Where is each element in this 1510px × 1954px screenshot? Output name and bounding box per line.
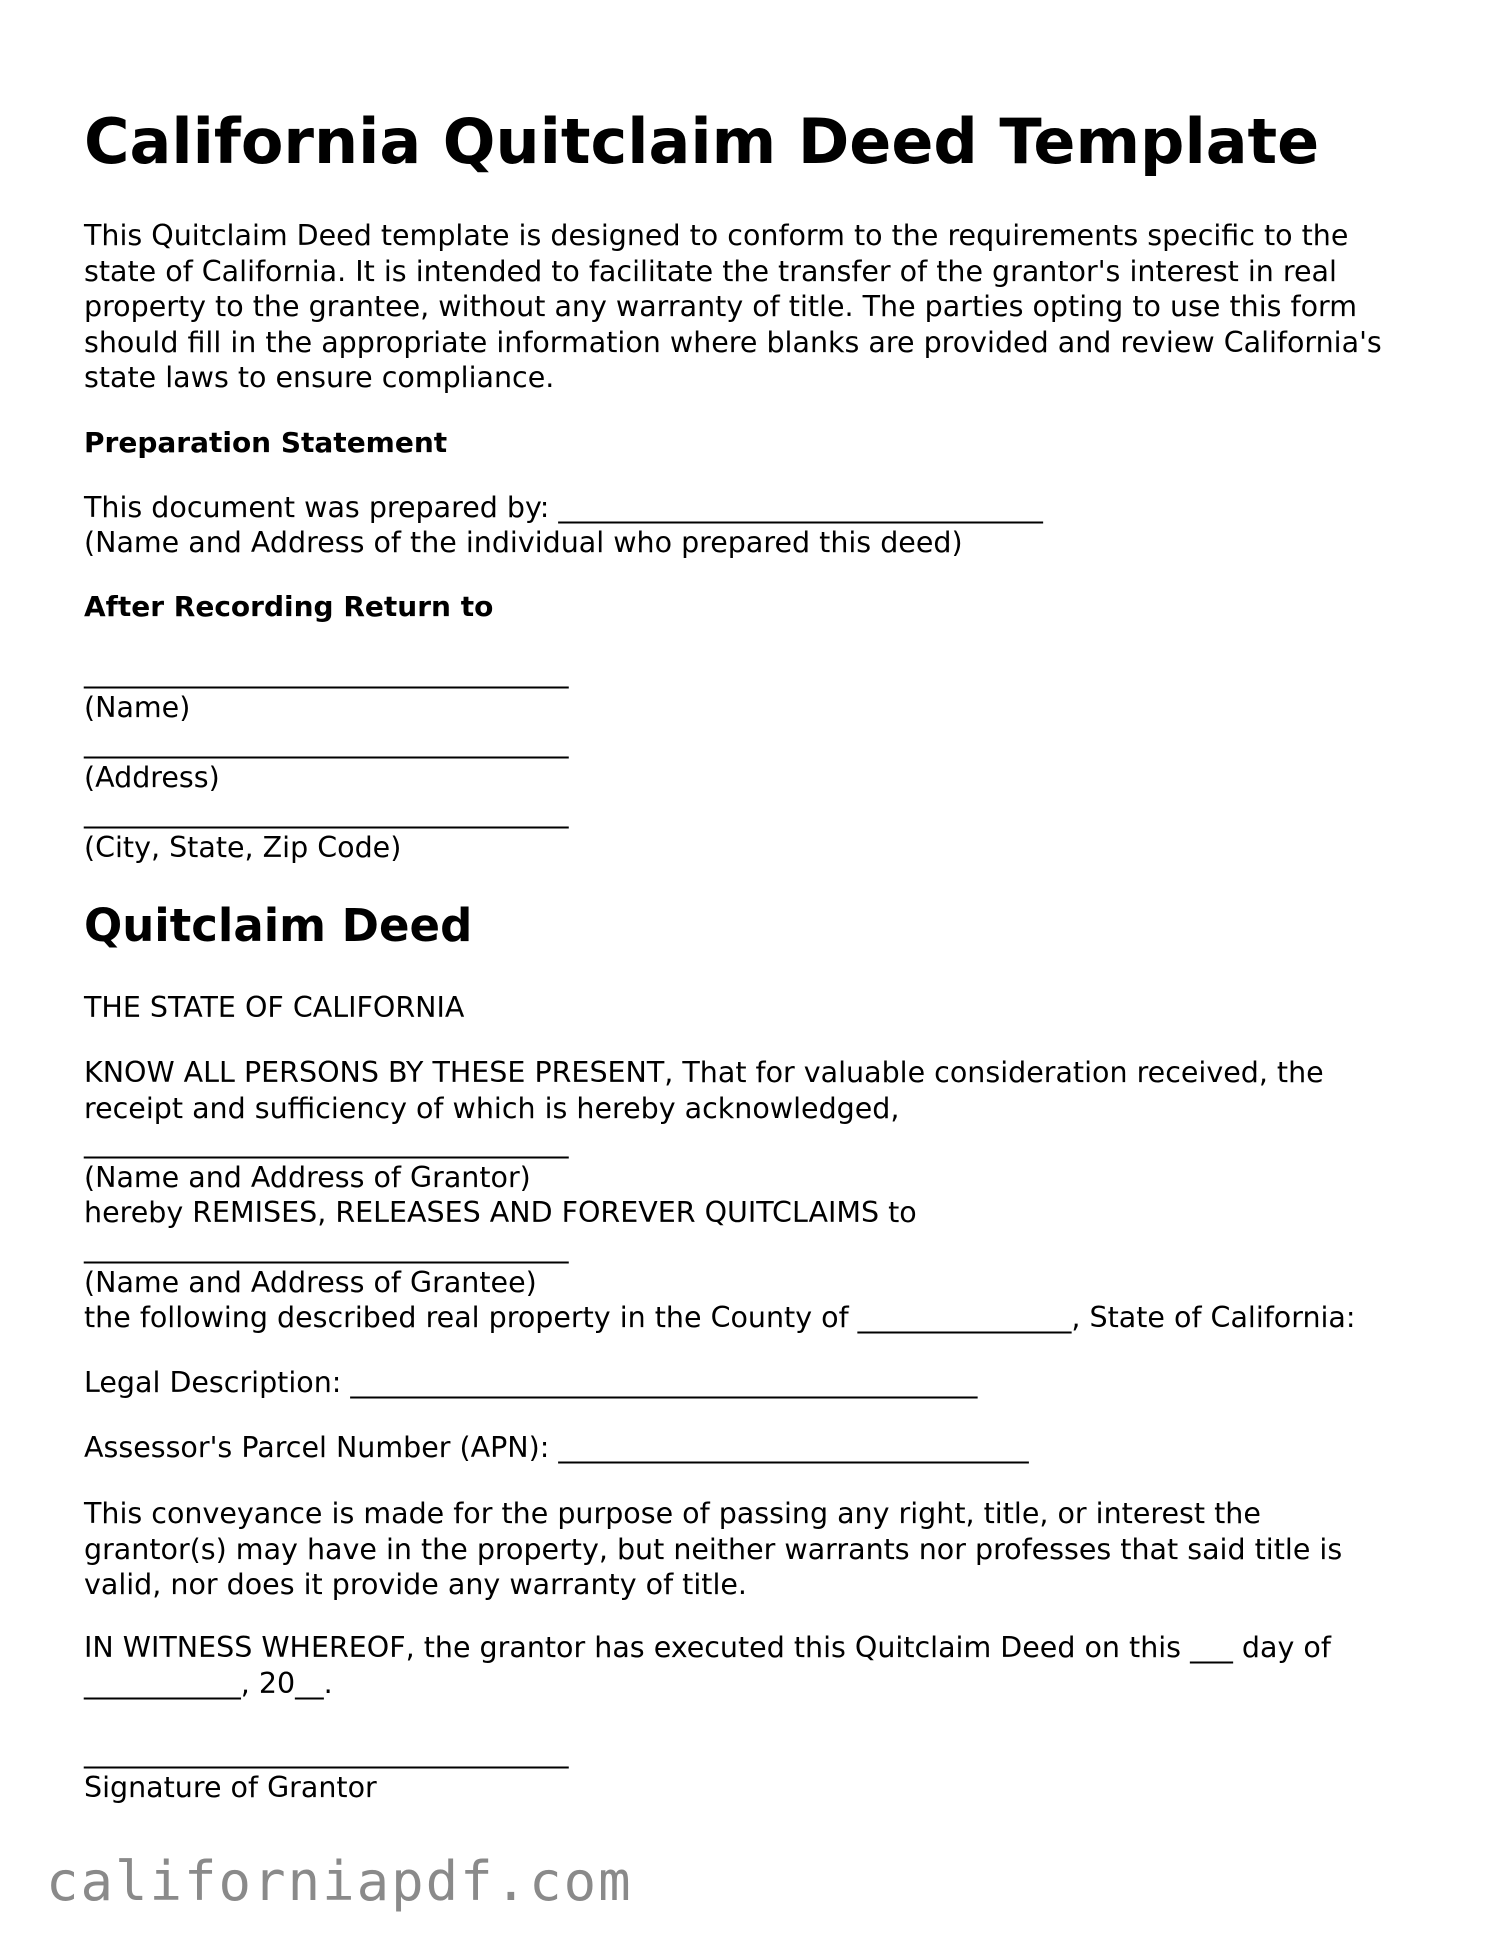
intro-line: This Quitclaim Deed template is designed to conform to the requirements specific to the xyxy=(84,219,1349,252)
return-name-blank: __________________________________ xyxy=(84,656,569,689)
conveyance-line: This conveyance is made for the purpose of passing any right, title, or interest the xyxy=(84,1497,1261,1530)
page-title: California Quitclaim Deed Template xyxy=(84,105,1320,178)
return-city-label: (City, State, Zip Code) xyxy=(84,831,402,864)
intro-line: property to the grantee, without any warranty of title. The parties opting to use this form xyxy=(84,290,1358,323)
return-address-label: (Address) xyxy=(84,761,220,794)
state-line: THE STATE OF CALIFORNIA xyxy=(84,991,465,1024)
watermark: californiapdf.com xyxy=(46,1850,633,1913)
conveyance-line: valid, nor does it provide any warranty of title. xyxy=(84,1568,747,1601)
county-line: the following described real property in the County of _______________, State of California: xyxy=(84,1301,1356,1334)
witness-line: IN WITNESS WHEREOF, the grantor has executed this Quitclaim Deed on this ___ day of xyxy=(84,1631,1331,1664)
signature-label: Signature of Grantor xyxy=(84,1771,377,1804)
witness-paragraph xyxy=(84,1630,1331,1701)
signature-blank: __________________________________ xyxy=(84,1736,569,1769)
know-paragraph xyxy=(84,1055,1324,1126)
know-line: KNOW ALL PERSONS BY THESE PRESENT, That for valuable consideration received, the xyxy=(84,1056,1324,1089)
prepared-by-line: This document was prepared by: __________________________________ xyxy=(84,491,1043,524)
grantee-label: (Name and Address of Grantee) xyxy=(84,1266,537,1299)
know-line: receipt and sufficiency of which is hereby acknowledged, xyxy=(84,1091,900,1125)
return-city-blank: __________________________________ xyxy=(84,796,569,829)
intro-paragraph xyxy=(84,218,1382,396)
conveyance-line: grantor(s) may have in the property, but neither warrants nor professes that said title is xyxy=(84,1532,1343,1566)
prepared-by-note: (Name and Address of the individual who prepared this deed) xyxy=(84,526,963,559)
grantor-label: (Name and Address of Grantor) xyxy=(84,1161,531,1194)
return-address-blank: __________________________________ xyxy=(84,726,569,759)
preparation-heading: Preparation Statement xyxy=(84,426,448,459)
grantee-blank: __________________________________ xyxy=(84,1231,569,1264)
intro-line: state laws to ensure compliance. xyxy=(84,361,555,394)
remises-line: hereby REMISES, RELEASES AND FOREVER QUITCLAIMS to xyxy=(84,1196,917,1229)
grantor-blank: __________________________________ xyxy=(84,1126,569,1159)
return-to-heading: After Recording Return to xyxy=(84,590,494,623)
conveyance-paragraph xyxy=(84,1496,1342,1603)
return-name-label: (Name) xyxy=(84,691,191,724)
witness-line: ___________, 20__. xyxy=(84,1666,333,1700)
intro-line: state of California. It is intended to facilitate the transfer of the grantor's interest in real xyxy=(84,254,1337,288)
deed-heading: Quitclaim Deed xyxy=(84,899,473,952)
apn-line: Assessor's Parcel Number (APN): _________________________________ xyxy=(84,1431,1029,1464)
intro-line: should fill in the appropriate information where blanks are provided and review California's xyxy=(84,325,1382,359)
legal-description-line: Legal Description: ____________________________________________ xyxy=(84,1366,978,1399)
